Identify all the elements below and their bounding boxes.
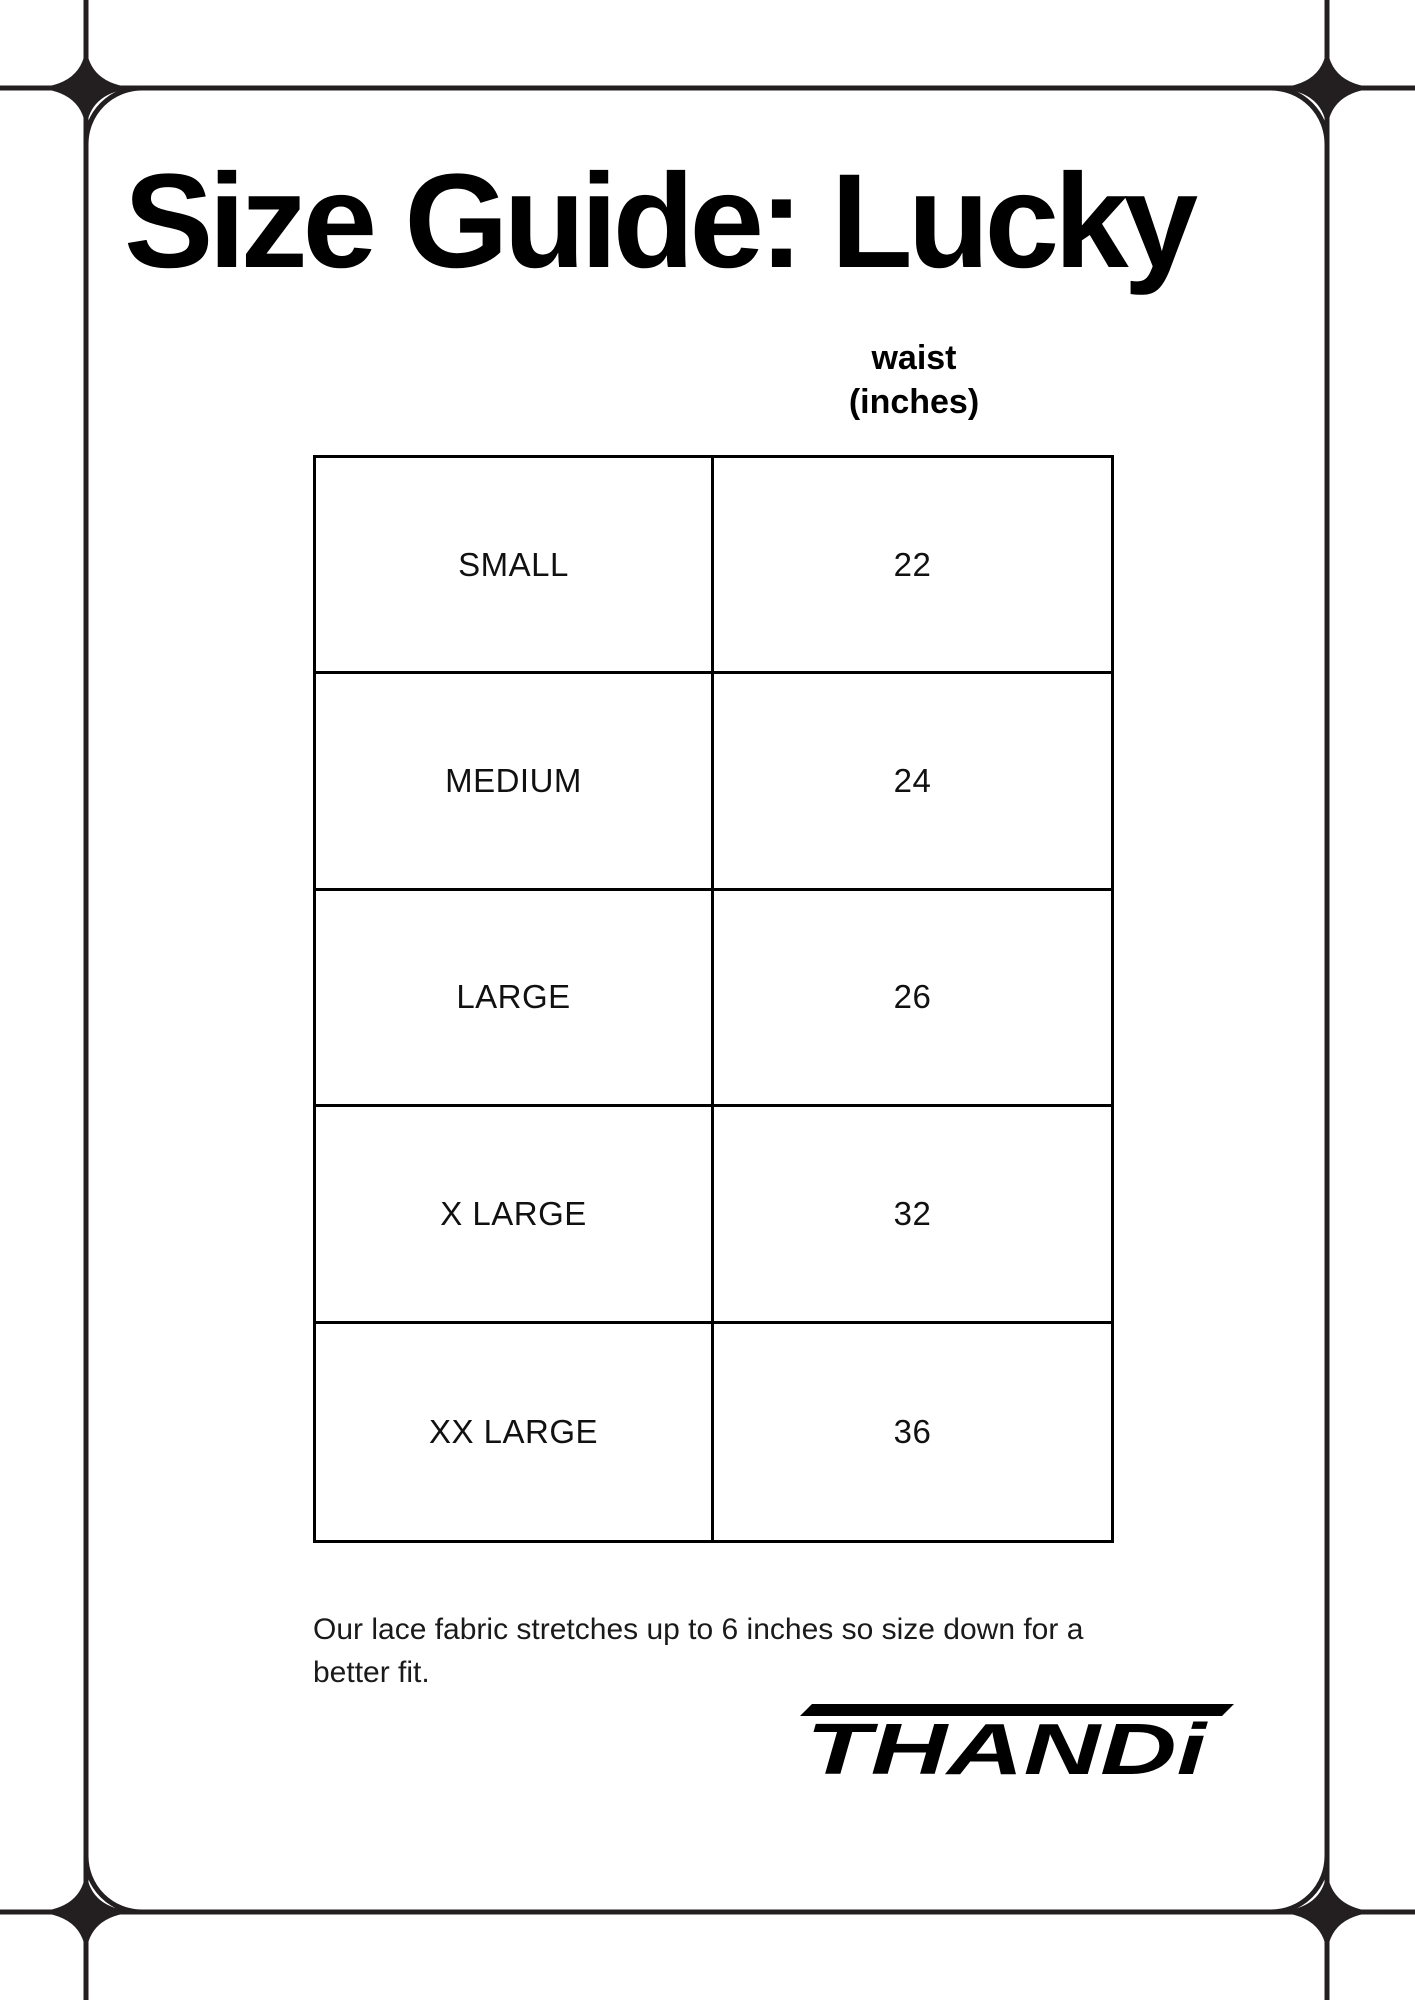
size-cell: SMALL bbox=[316, 458, 714, 674]
sparkle-icon bbox=[28, 41, 144, 135]
sparkle-icon bbox=[1269, 1865, 1385, 1959]
waist-cell: 22 bbox=[714, 458, 1111, 674]
size-cell: XX LARGE bbox=[316, 1324, 714, 1540]
sparkle-icon bbox=[1269, 41, 1385, 135]
waist-cell: 26 bbox=[714, 891, 1111, 1107]
size-cell: LARGE bbox=[316, 891, 714, 1107]
size-cell: MEDIUM bbox=[316, 674, 714, 890]
page-title: Size Guide: Lucky bbox=[124, 147, 1194, 296]
waist-cell: 36 bbox=[893, 1412, 932, 1450]
waist-header-line2: (inches) bbox=[848, 383, 980, 421]
waist-cell: 32 bbox=[714, 1107, 1111, 1323]
waist-header-line1: waist bbox=[871, 339, 957, 377]
logo-wordmark: THANDi bbox=[806, 1710, 1209, 1782]
stretch-note-line1: Our lace fabric stretches up to 6 inches so size down for a bbox=[313, 1613, 1084, 1646]
waist-cell: 24 bbox=[714, 674, 1111, 890]
waist-column-header bbox=[714, 336, 1114, 424]
brand-logo-graphic bbox=[798, 1702, 1234, 1782]
sparkle-icon bbox=[28, 1865, 144, 1959]
stretch-note bbox=[313, 1608, 1083, 1694]
size-cell: X LARGE bbox=[316, 1107, 714, 1323]
size-table bbox=[313, 455, 1114, 1543]
brand-logo bbox=[798, 1702, 1234, 1782]
stretch-note-line2: better fit. bbox=[313, 1656, 430, 1689]
